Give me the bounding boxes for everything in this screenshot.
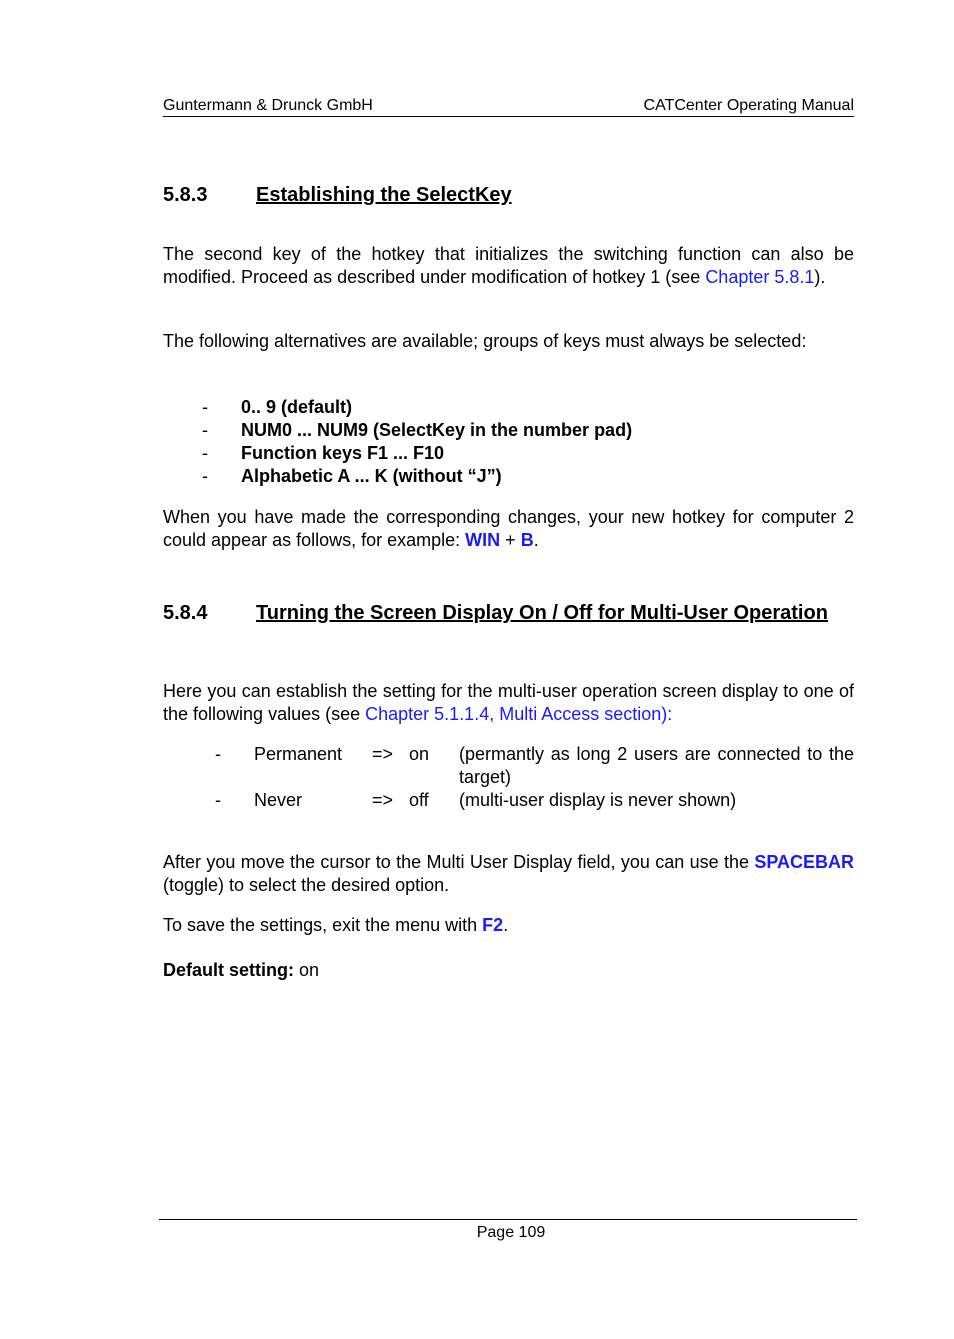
header-company: Guntermann & Drunck GmbH (163, 97, 373, 114)
list-item: - Alphabetic A ... K (without “J”) (202, 466, 502, 486)
page-header (163, 96, 854, 117)
chapter-link-5-1-1-4[interactable]: Chapter 5.1.1.4, Multi Access section): (365, 704, 673, 724)
paragraph-multiuser-intro: Here you can establish the setting for the multi-user operation screen display to one of the following values (see Chapter 5.1.1.4, Multi Access section): (163, 681, 854, 724)
list-item: - NUM0 ... NUM9 (SelectKey in the number pad) (202, 420, 633, 440)
key-b: B (520, 530, 534, 550)
paragraph-hotkey-intro: The second key of the hotkey that initializes the switching function can also be modified. Proceed as described under modification of hotkey 1 (see Chapter 5.8.1). (163, 244, 854, 287)
paragraph-alternatives: The following alternatives are available; groups of keys must always be selected: (163, 331, 807, 351)
key-f2: F2 (482, 915, 504, 935)
list-item: - Function keys F1 ... F10 (202, 443, 445, 463)
default-setting-label: Default setting: (163, 960, 295, 980)
list-item: - 0.. 9 (default) (202, 397, 353, 417)
section-number: 5.8.3 (163, 184, 208, 206)
key-win: WIN (465, 530, 501, 550)
section-heading-5-8-3 (163, 183, 854, 208)
section-number: 5.8.4 (163, 602, 208, 624)
header-manual-title: CATCenter Operating Manual (643, 97, 854, 114)
chapter-link-5-8-1[interactable]: Chapter 5.8.1 (705, 267, 815, 287)
default-setting-value: on (294, 960, 320, 980)
list-item: - Permanent => on (permantly as long 2 users are connected to the target) (215, 744, 854, 787)
section-title: Turning the Screen Display On / Off for Multi-User Operation (256, 602, 828, 624)
paragraph-example-hotkey: When you have made the corresponding changes, your new hotkey for computer 2 could appear as follows, for example: WIN + B. (163, 507, 854, 550)
paragraph-spacebar: After you move the cursor to the Multi User Display field, you can use the SPACEBAR (toggle) to select the desired option. (163, 852, 854, 895)
display-values-list (163, 743, 854, 812)
section-title: Establishing the SelectKey (256, 184, 512, 206)
list-item: - Never => off (multi-user display is never shown) (215, 790, 737, 810)
page-number: Page 109 (476, 1224, 546, 1241)
default-setting (163, 959, 854, 982)
key-spacebar: SPACEBAR (754, 852, 854, 872)
footer-divider (159, 1219, 857, 1220)
paragraph-save: To save the settings, exit the menu with F2. (163, 915, 509, 935)
section-heading-5-8-4 (163, 601, 854, 653)
selectkey-options-list (200, 396, 854, 488)
